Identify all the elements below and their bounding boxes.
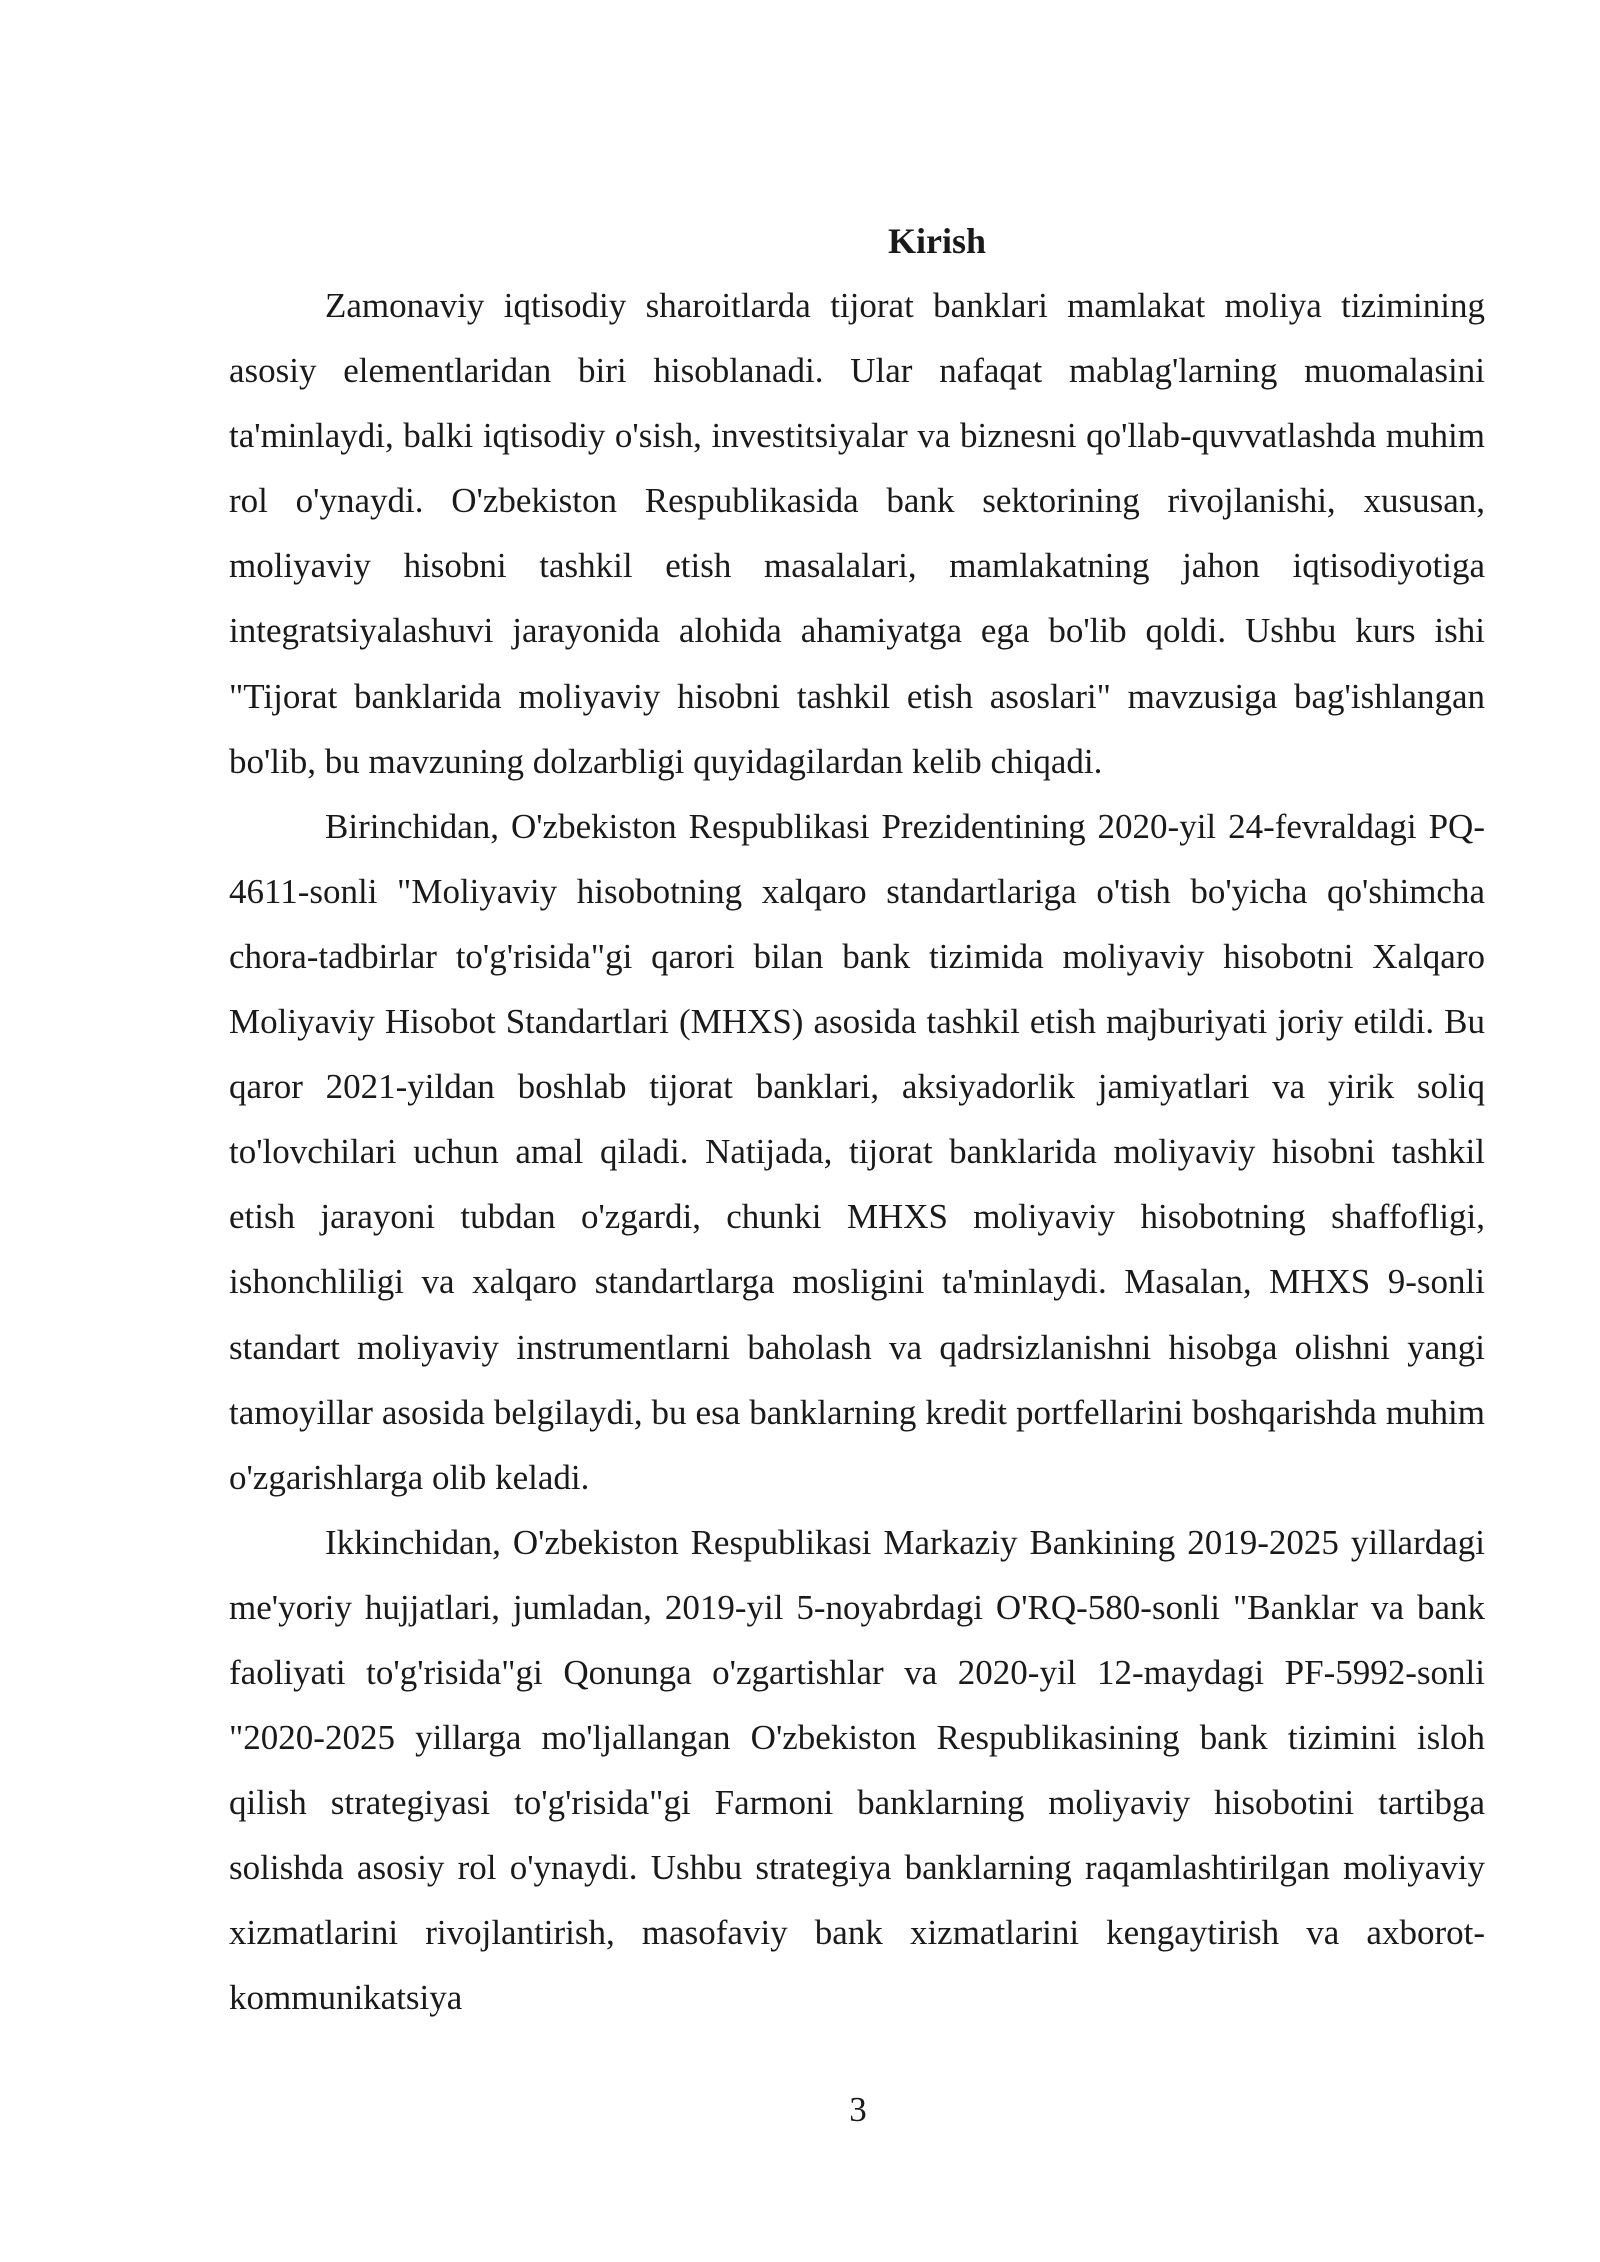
page-content	[229, 212, 1485, 2031]
paragraph-first-reason: Birinchidan, O'zbekiston Respublikasi Prezidentining 2020-yil 24-fevraldagi PQ-4611-sonli "Moliyaviy hisobotning xalqaro standartlariga o'tish bo'yicha qo'shimcha chora-tadbirlar to'g'risida"gi qarori bilan bank tizimida moliyaviy hisobotni Xalqaro Moliyaviy Hisobot Standartlari (MHXS) asosida tashkil etish majburiyati joriy etildi. Bu qaror 2021-yildan boshlab tijorat banklari, aksiyadorlik jamiyatlari va yirik soliq to'lovchilari uchun amal qiladi. Natijada, tijorat banklarida moliyaviy hisobni tashkil etish jarayoni tubdan o'zgardi, chunki MHXS moliyaviy hisobotning shaffofligi, ishonchliligi va xalqaro standartlarga mosligini ta'minlaydi. Masalan, MHXS 9-sonli standart moliyaviy instrumentlarni baholash va qadrsizlanishni hisobga olishni yangi tamoyillar asosida belgilaydi, bu esa banklarning kredit portfellarini boshqarishda muhim o'zgarishlarga olib keladi.	[229, 806, 1485, 1497]
paragraph-second-reason: Ikkinchidan, O'zbekiston Respublikasi Markaziy Bankining 2019-2025 yillardagi me'yoriy hujjatlari, jumladan, 2019-yil 5-noyabrdagi O'RQ-580-sonli "Banklar va bank faoliyati to'g'risida"gi Qonunga o'zgartishlar va 2020-yil 12-maydagi PF-5992-sonli "2020-2025 yillarga mo'ljallangan O'zbekiston Respublikasining bank tizimini isloh qilish strategiyasi to'g'risida"gi Farmoni banklarning moliyaviy hisobotini tartibga solishda asosiy rol o'ynaydi. Ushbu strategiya banklarning raqamlashtirilgan moliyaviy xizmatlarini rivojlantirish, masofaviy bank xizmatlarini kengaytirish va axborot-kommunikatsiya	[229, 1522, 1485, 2018]
paragraph-intro: Zamonaviy iqtisodiy sharoitlarda tijorat banklari mamlakat moliya tizimining asosiy elementlaridan biri hisoblanadi. Ular nafaqat mablag'larning muomalasini ta'minlaydi, balki iqtisodiy o'sish, investitsiyalar va biznesni qo'llab-quvvatlashda muhim rol o'ynaydi. O'zbekiston Respublikasida bank sektorining rivojlanishi, xususan, moliyaviy hisobni tashkil etish masalalari, mamlakatning jahon iqtisodiyotiga integratsiyalashuvi jarayonida alohida ahamiyatga ega bo'lib qoldi. Ushbu kurs ishi "Tijorat banklarida moliyaviy hisobni tashkil etish asoslari" mavzusiga bag'ishlangan bo'lib, bu mavzuning dolzarbligi quyidagilardan kelib chiqadi.	[229, 286, 1485, 781]
section-title: Kirish	[887, 221, 986, 261]
page-number: 3	[849, 2090, 867, 2129]
